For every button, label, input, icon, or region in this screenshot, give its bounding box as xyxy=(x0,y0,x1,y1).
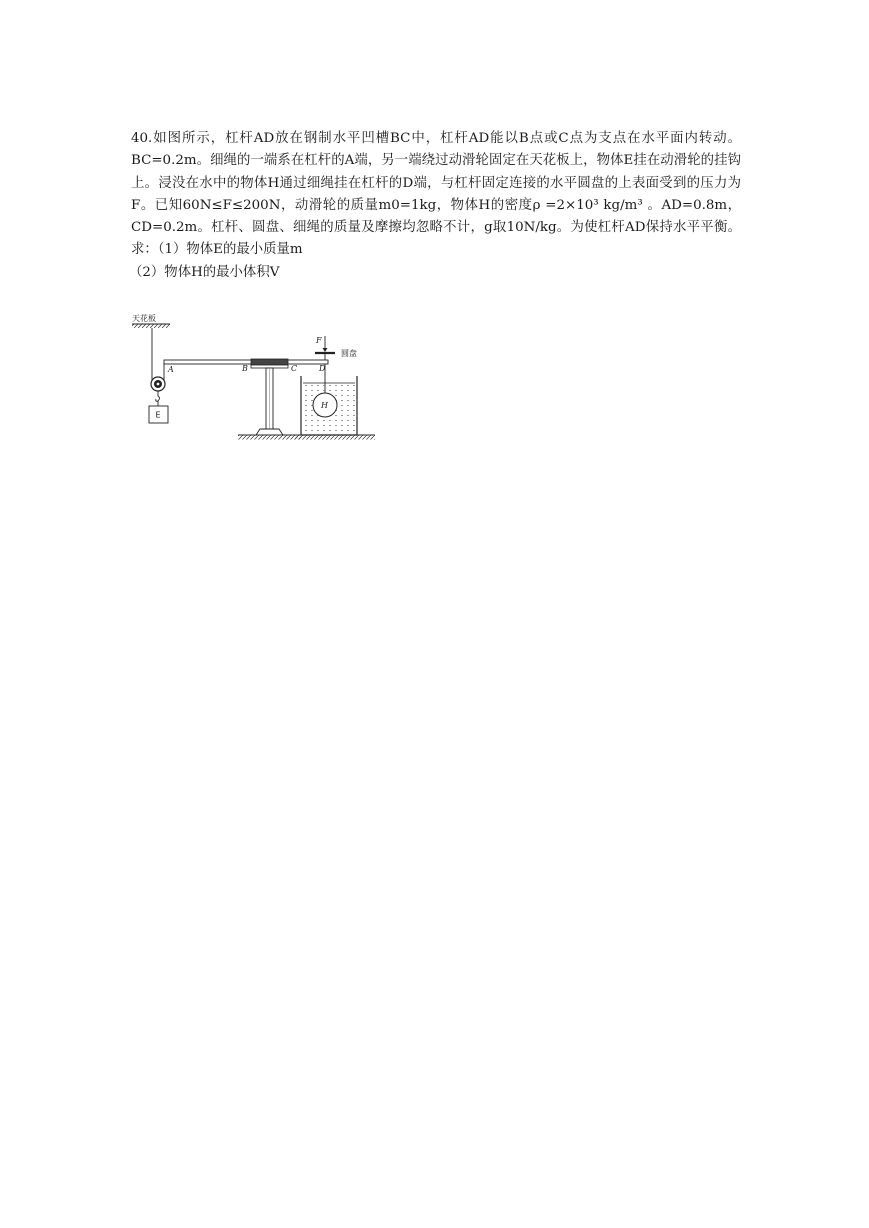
label-B: B xyxy=(242,364,248,373)
label-A: A xyxy=(168,365,174,374)
ground-support-hatch xyxy=(238,436,301,440)
question-block xyxy=(131,128,741,284)
diagram-svg xyxy=(130,308,380,443)
disc-label: 圆盘 xyxy=(341,349,357,358)
label-D: D xyxy=(319,364,326,373)
support-top xyxy=(251,365,288,368)
force-arrow-head xyxy=(323,348,328,352)
ground-tank-hatch xyxy=(295,436,375,440)
sub-question-2: （2）物体H的最小体积V xyxy=(129,264,280,280)
lever-diagram xyxy=(130,308,380,443)
ceiling-hatch xyxy=(132,325,170,329)
pulley-axle xyxy=(157,383,160,386)
label-F: F xyxy=(316,336,322,345)
question-text: 40.如图所示，杠杆AD放在钢制水平凹槽BC中，杠杆AD能以B点或C点为支点在水平面内转动。BC=0.2m。细绳的一端系在杠杆的A端，另一端绕过动滑轮固定在天花板上，物体E挂在动滑轮的挂钩上。浸没在水中的物体H通过细绳挂在杠杆的D端，与杠杆固定连接的水平圆盘的上表面受到的压力为F。已知60N≤F≤200N，动滑轮的质量m0=1kg，物体H的密度ρ =2×10³ kg/m³ 。AD=0.8m，CD=0.2m。杠杆、圆盘、细绳的质量及摩擦均忽略不计，g取10N/kg。为使杠杆AD保持水平平衡。求：（1）物体E的最小质量m xyxy=(131,131,741,258)
groove-BC xyxy=(251,359,288,365)
label-H: H xyxy=(321,401,328,410)
label-C: C xyxy=(291,364,298,373)
pulley-hook xyxy=(156,391,160,401)
support-base xyxy=(256,429,283,435)
ceiling-label: 天花板 xyxy=(132,314,156,323)
label-E: E xyxy=(155,410,161,420)
